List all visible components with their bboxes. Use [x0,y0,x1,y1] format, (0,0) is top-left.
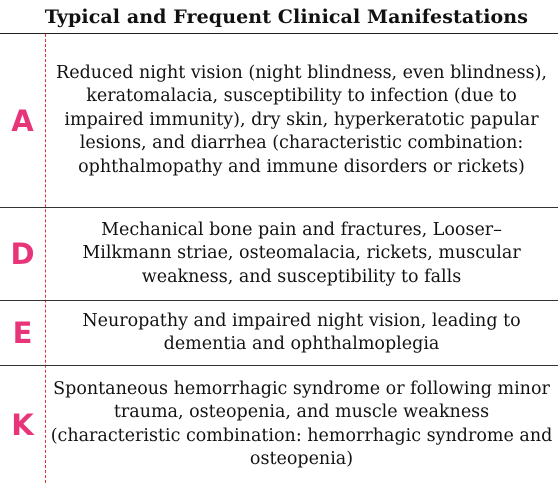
vitamin-letter-e: E [12,316,33,350]
manifestation-text: Reduced night vision (night blindness, even blindness), keratomalacia, susceptibility to infection (due to impaired immunity), dry skin, hyperkeratotic papular lesions, and diarrhea (characteristic combination: ophthalmopathy and immune disorders or rickets) [56,62,547,177]
table-header [0,0,558,34]
vitamin-letter-k: K [11,407,34,442]
table-row [0,34,558,208]
manifestation-text: Spontaneous hemorrhagic syndrome or following minor trauma, osteopenia, and muscle weakness (characteristic combination: hemorrhagic syndrome and osteopenia) [50,378,553,469]
table-row [0,208,558,301]
table-row [0,301,558,366]
vitamin-letter-d: D [10,237,35,271]
manifestation-cell [47,208,556,300]
manifestation-cell [47,366,556,483]
table-header-title: Typical and Frequent Clinical Manifestations [44,5,528,28]
manifestation-cell [47,34,556,207]
manifestation-cell [47,301,556,365]
manifestation-text: Neuropathy and impaired night vision, leading to dementia and ophthalmoplegia [82,310,521,354]
table-row [0,366,558,483]
vitamin-letter-a: A [11,103,34,138]
manifestation-text: Mechanical bone pain and fractures, Looser–Milkmann striae, osteomalacia, rickets, muscular weakness, and susceptibility to falls [82,219,521,287]
